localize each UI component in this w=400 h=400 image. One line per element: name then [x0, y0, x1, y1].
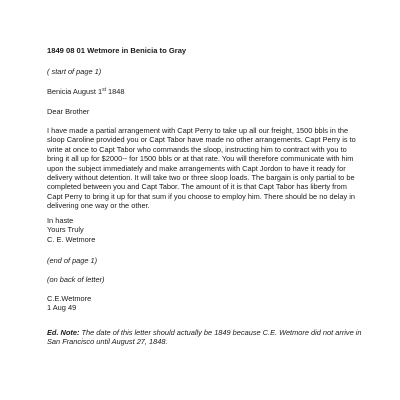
back-of-letter-marker: (on back of letter) [47, 275, 105, 284]
date-ordinal: st [102, 87, 106, 93]
date-text: Benicia August 1 [47, 87, 103, 96]
start-of-page-marker: ( start of page 1) [47, 67, 102, 76]
letter-closing [47, 216, 363, 244]
editor-note [47, 328, 365, 347]
document-title: 1849 08 01 Wetmore in Benicia to Gray [47, 46, 187, 55]
editor-note-text: The date of this letter should actually be 1849 because C.E. Wetmore did not arrive in San Francisco until August 27, 1848. [47, 328, 362, 347]
date-year: 1848 [105, 87, 125, 96]
letter-body: I have made a partial arrangement with Capt Perry to take up all our freight, 1500 bbls in the sloop Caroline provided you or Capt Tabor have made no other arrangements. Capt Perry is to write at once to Capt Tabor who commands the sloop, instructing him to contract with you to bring it all up for $2000-- for 1500 bbls or at that rate. You will therefore communicate with him upon the subject immediately and make arrangements with Capt Jordon to have it ready for delivery without detention. It will take two or three sloop loads. The bargain is only partial to be completed between you and Capt Tabor. The amount of it is that Capt Tabor has liberty from Capt Perry to bring it up for that sum if you choose to employ him. There should be no delay in delivering one way or the other. [47, 126, 356, 211]
end-of-page-marker: (end of page 1) [47, 256, 98, 265]
back-line-1: C.E.Wetmore [47, 294, 92, 303]
closing-signature: C. E. Wetmore [47, 234, 96, 244]
letter-date [47, 87, 363, 96]
editor-note-label: Ed. Note: [47, 328, 80, 337]
salutation: Dear Brother [47, 107, 90, 116]
closing-line-1: In haste [47, 216, 74, 225]
closing-line-2: Yours Truly [47, 225, 84, 235]
back-of-letter-text [47, 294, 363, 313]
back-line-2: 1 Aug 49 [47, 303, 77, 313]
